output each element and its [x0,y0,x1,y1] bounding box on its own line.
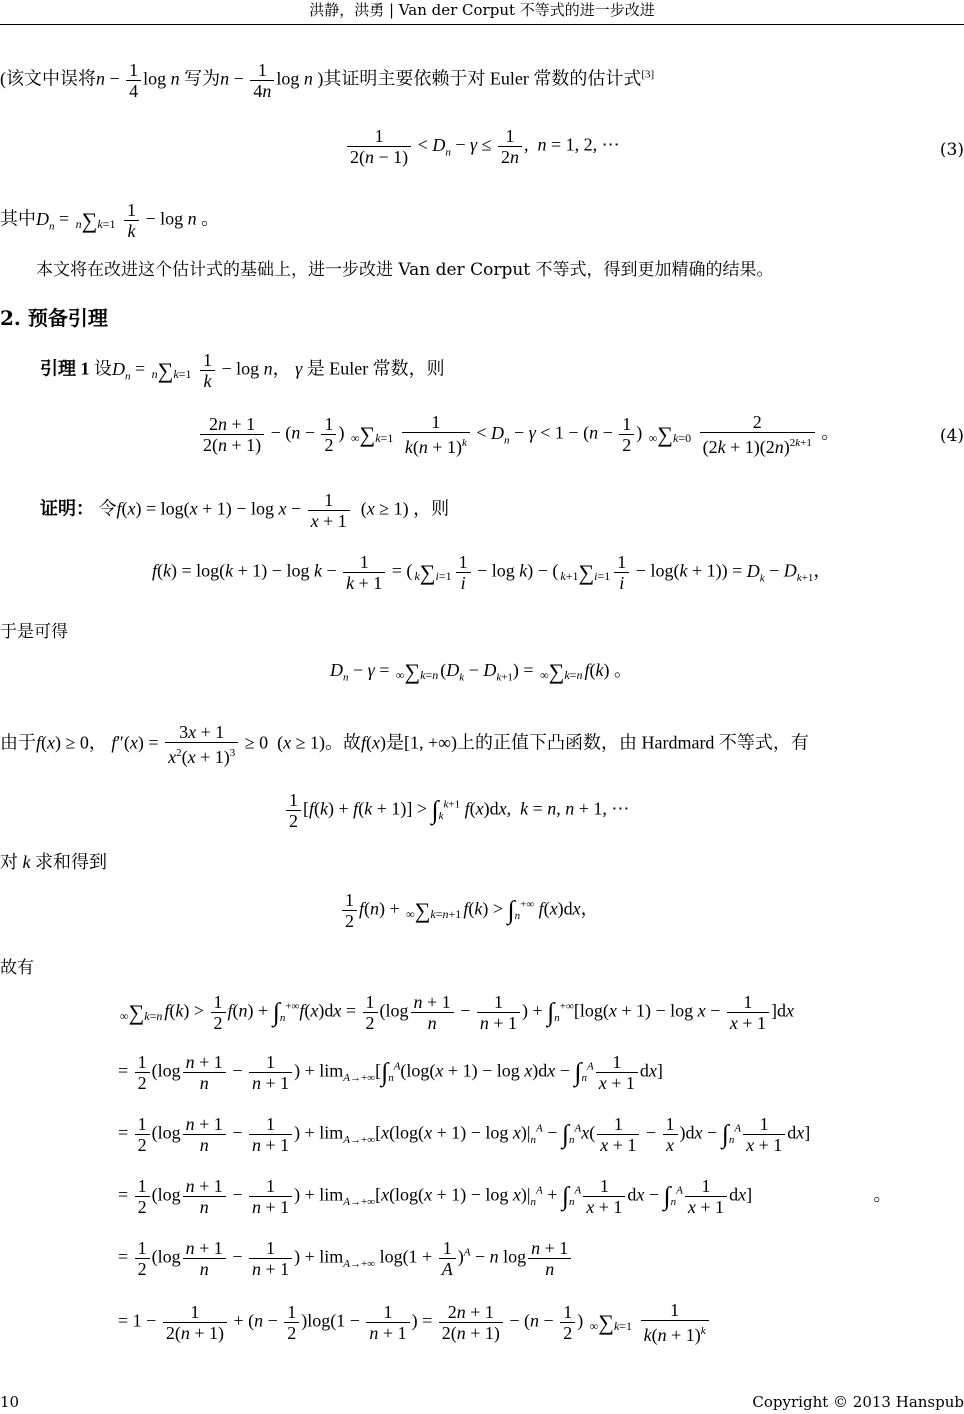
lemma-label: 引理 1 [40,358,90,379]
equation-fk: f(k) = log(k + 1) − log k − $\frac{1}{k + 1}$ = ( k∑i=1 $\frac{1}{i}$ − log k) − ( k+1∑i=1 $\frac{1}{i}$ − $\log(k + 1)) = D_k - D_{k+1}$， [152,552,832,593]
lemma-1: 引理 1 设$D_n = n\sum k=1$ $\frac{1}{k}$ − log n， γ 是 Euler 常数，则 [40,350,445,391]
intro-paragraph: 本文将在改进这个估计式的基础上，进一步改进 Van der Corput 不等式，得到更加精确的结果。 [36,260,774,280]
derivation-line-5: = $\frac{1}{2}$ (log $\frac{n + 1}{n}$ − $\frac{1}{n + 1}$ ) + $\lim_{A\to+\infty} \log(1$ + $\frac{1}{A}$ )$^A$ − n log $\frac{n + 1}{n}$ [118,1238,573,1279]
derivation-line-6: = 1 − $\frac{1}{2(n + 1)}$ + (n − $\frac{1}{2}$ )log(1 − $\frac{1}{n + 1}$ ) = $\frac{2n + 1}{2(n + 1)}$ − (n − $\frac{1}{2}$ ) ∞∑k=1 $\frac{1}{k(n + 1)^k}$ [118,1300,711,1345]
hence-text: 故有 [0,958,34,978]
convexity-line: 由于f(x) ≥ 0， f″(x) = $\frac{3x + 1}{x^2(x + 1)^3}$ ≥ 0 (x ≥ 1)。故f(x)是[1, +∞)上的正值下凸函数，由 Hardmard 不等式，有 [0,722,809,767]
reference-3: [3] [641,68,655,81]
section-title: 2. 预备引理 [0,306,108,330]
intro-line-1: (该文中误将n − $\frac{1}{4}$ log n 写为n − $\frac{1}{4n}$ log n )其证明主要依赖于对 Euler 常数的估计式[3] [0,60,655,101]
proof-start: 证明： 令f(x) = log(x + 1) − log x − $\frac{1}{x + 1}$ (x ≥ 1) ，则 [40,490,450,531]
page-number: 10 [0,1393,20,1411]
equation-sum: $\frac{1}{2}$ f(n) + ∞∑k=n+1 $f(k) > \int_n^{+\infty}$ f(x)dx， [340,890,599,931]
derivation-line-3: = $\frac{1}{2}$ (log $\frac{n + 1}{n}$ − $\frac{1}{n + 1}$ ) + $\lim_{A\to+\infty}[x(\log(x + 1) - \log x)|_n^A - \int_n^Ax$( $\frac{1}{x + 1}$ − $\frac{1}{x}$ )$dx - \int_n^A$ $\frac{1}{x + 1}$ dx] [118,1114,811,1155]
equation-hadamard: $\frac{1}{2}$ $[f(k) + f(k + 1)] > \int_k^{k+1}$ f(x)dx, k = n, n + 1, ⋯ [284,790,629,831]
header-rule [0,24,964,25]
equation-4: $\frac{2n + 1}{2(n + 1)}$ − (n − $\frac{1}{2}$ ) ∞∑k=1 $\frac{1}{k(n + 1)^k}$ < $D_n - \gamma < 1 - (n$ − $\frac{1}{2}$ ) ∞∑k=0 $\frac{2}{(2k + 1)(2n)^{2k+1}}$ 。 [198,412,839,457]
sum-k-text: 对 k 求和得到 [0,852,107,872]
derivation-line-4: = $\frac{1}{2}$ (log $\frac{n + 1}{n}$ − $\frac{1}{n + 1}$ ) + $\lim_{A\to+\infty}[x(\log(x + 1) - \log x)|_n^A + \int_n^A$ $\frac{1}{x + 1}$ dx − $\int_n^A$ $\frac{1}{x + 1}$ dx] 。 [118,1176,892,1217]
derivation-line-1: ∞∑k=n f(k) > $\frac{1}{2}$ $f(n) + \int_n^{+\infty}f(x)dx$ = $\frac{1}{2}$ (log $\frac{n + 1}{n}$ − $\frac{1}{n + 1}$ ) + $\int_n^{+\infty}[\log(x + 1) - \log x$ − $\frac{1}{x + 1}$ ]dx [120,992,794,1033]
equation-3: $\frac{1}{2(n - 1)}$ < $D_n - \gamma$ ≤ $\frac{1}{2n}$ , n = 1, 2, ⋯ [345,126,620,167]
running-header: 洪静，洪勇 | Van der Corput 不等式的进一步改进 [309,1,655,19]
copyright: Copyright © 2013 Hanspub [752,1393,964,1411]
where-Dn: 其中$D_n = n\sum k=1$ $\frac{1}{k}$ − log n 。 [0,200,220,241]
equation-Dn-gamma: $D_n - \gamma = \infty\sum k=n$ $(D_k - D_{k+1}) = \infty\sum k=n$ f(k) 。 [330,658,632,684]
equation-4-number: (4) [939,426,964,446]
equation-3-number: (3) [939,140,964,160]
so-text: 于是可得 [0,622,68,642]
derivation-line-2: = $\frac{1}{2}$ (log $\frac{n + 1}{n}$ − $\frac{1}{n + 1}$ ) + $\lim_{A\to+\infty}[\int_n^A(\log(x + 1) - \log x)dx - \int_n^A$ $\frac{1}{x + 1}$ dx] [118,1052,663,1093]
proof-label: 证明： [40,498,94,519]
